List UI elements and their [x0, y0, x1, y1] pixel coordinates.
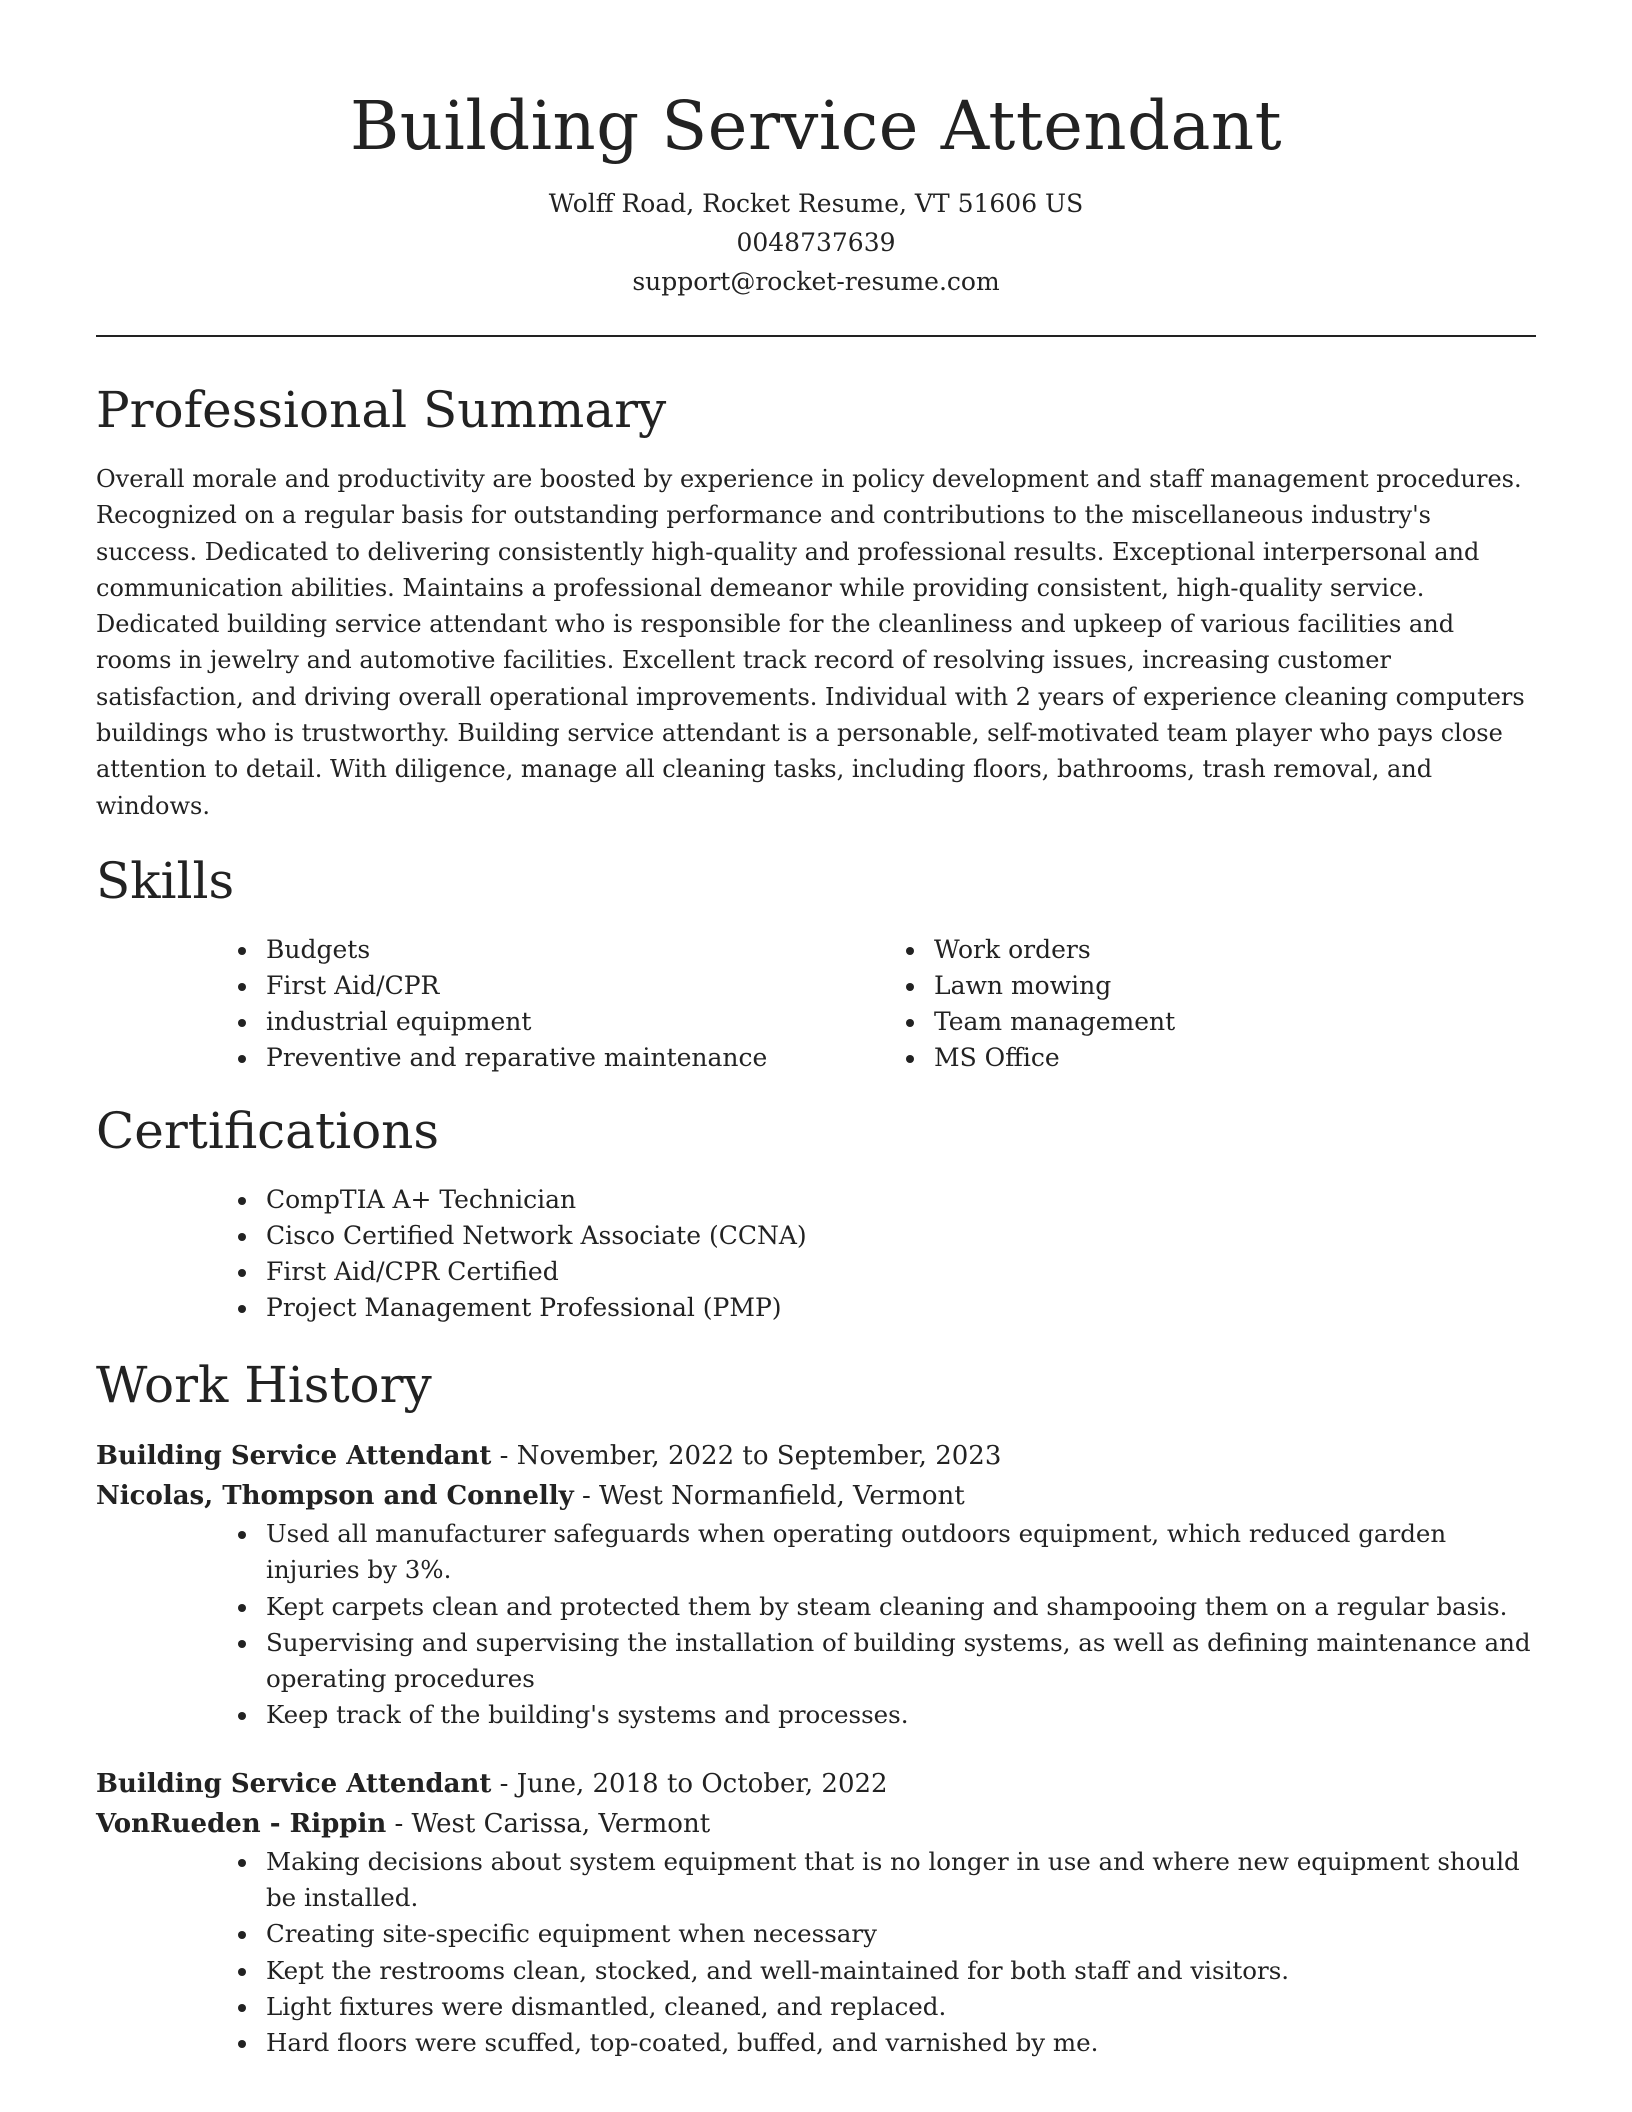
list-item: • Supervising and supervising the installation of building systems, as well as defining maintenance and operating procedures [260, 1625, 1536, 1698]
list-item: • Kept carpets clean and protected them by steam cleaning and shampooing them on a regular basis. [260, 1589, 1536, 1625]
list-item: • MS Office [928, 1040, 1488, 1076]
list-item: • CompTIA A+ Technician [260, 1182, 1536, 1218]
list-item: • Project Management Professional (PMP) [260, 1290, 1536, 1326]
work-history-heading: Work History [96, 1355, 432, 1414]
address: Wolff Road, Rocket Resume, VT 51606 US [548, 189, 1084, 218]
job-dates: - November, 2022 to September, 2023 [491, 1440, 1002, 1471]
skills-heading: Skills [96, 851, 235, 910]
job-bullets [96, 1844, 1536, 2062]
job-location: - West Carissa, Vermont [386, 1808, 711, 1839]
skills-column-1 [96, 932, 910, 1076]
work-history-section [96, 1352, 1536, 2062]
job-entry [96, 1436, 1536, 1734]
list-item: • Work orders [928, 932, 1488, 968]
job-location: - West Normanfield, Vermont [573, 1480, 965, 1511]
job-title: Building Service Attendant [96, 1440, 492, 1471]
list-item: • Hard floors were scuffed, top-coated, buffed, and varnished by me. [260, 2025, 1536, 2061]
list-item: • Cisco Certified Network Associate (CCNA) [260, 1218, 1536, 1254]
contact-block [96, 184, 1536, 301]
certifications-list [96, 1182, 1536, 1326]
certifications-section [96, 1098, 1536, 1326]
list-item: • Keep track of the building's systems and processes. [260, 1697, 1536, 1733]
email: support@rocket-resume.com [632, 267, 1000, 296]
job-title: Building Service Attendant [96, 1768, 492, 1799]
summary-section [96, 377, 1536, 824]
list-item: • Budgets [260, 932, 910, 968]
job-title-line [96, 1764, 1536, 1804]
list-item: • Creating site-specific equipment when necessary [260, 1916, 1536, 1952]
list-item: • Lawn mowing [928, 968, 1488, 1004]
job-entry [96, 1764, 1536, 2062]
header-divider [96, 335, 1536, 337]
list-item: • Used all manufacturer safeguards when operating outdoors equipment, which reduced garden injuries by 3%. [260, 1516, 1536, 1589]
list-item: • Kept the restrooms clean, stocked, and well-maintained for both staff and visitors. [260, 1953, 1536, 1989]
skills-column-2 [910, 932, 1488, 1076]
company-name: Nicolas, Thompson and Connelly [96, 1480, 574, 1511]
list-item: • Light fixtures were dismantled, cleaned, and replaced. [260, 1989, 1536, 2025]
company-line [96, 1476, 1536, 1516]
job-title-line [96, 1436, 1536, 1476]
list-item: • First Aid/CPR [260, 968, 910, 1004]
resume-header [96, 84, 1536, 301]
list-item: • Making decisions about system equipment that is no longer in use and where new equipment should be installed. [260, 1844, 1536, 1917]
company-line [96, 1804, 1536, 1844]
summary-text: Overall morale and productivity are boosted by experience in policy development and staff management procedures. Recognized on a regular basis for outstanding performance and contributions to the miscellaneous industry's success. Dedicated to delivering consistently high-quality and professional results. Exceptional interpersonal and communication abilities. Maintains a professional demeanor while providing consistent, high-quality service. Dedicated building service attendant who is responsible for the cleanliness and upkeep of various facilities and rooms in jewelry and automotive facilities. Excellent track record of resolving issues, increasing customer satisfaction, and driving overall operational improvements. Individual with 2 years of experience cleaning computers buildings who is trustworthy. Building service attendant is a personable, self-motivated team player who pays close attention to detail. With diligence, manage all cleaning tasks, including floors, bathrooms, trash removal, and windows. [96, 465, 1525, 820]
list-item: • Preventive and reparative maintenance [260, 1040, 910, 1076]
job-bullets [96, 1516, 1536, 1734]
resume-title: Building Service Attendant [350, 87, 1282, 165]
list-item: • Team management [928, 1004, 1488, 1040]
list-item: • industrial equipment [260, 1004, 910, 1040]
certifications-heading: Certifications [96, 1101, 440, 1160]
skills-section [96, 848, 1536, 1076]
company-name: VonRueden - Rippin [96, 1808, 387, 1839]
skills-columns [96, 932, 1536, 1076]
summary-heading: Professional Summary [96, 381, 667, 439]
job-dates: - June, 2018 to October, 2022 [491, 1768, 888, 1799]
list-item: • First Aid/CPR Certified [260, 1254, 1536, 1290]
phone: 0048737639 [736, 228, 896, 257]
